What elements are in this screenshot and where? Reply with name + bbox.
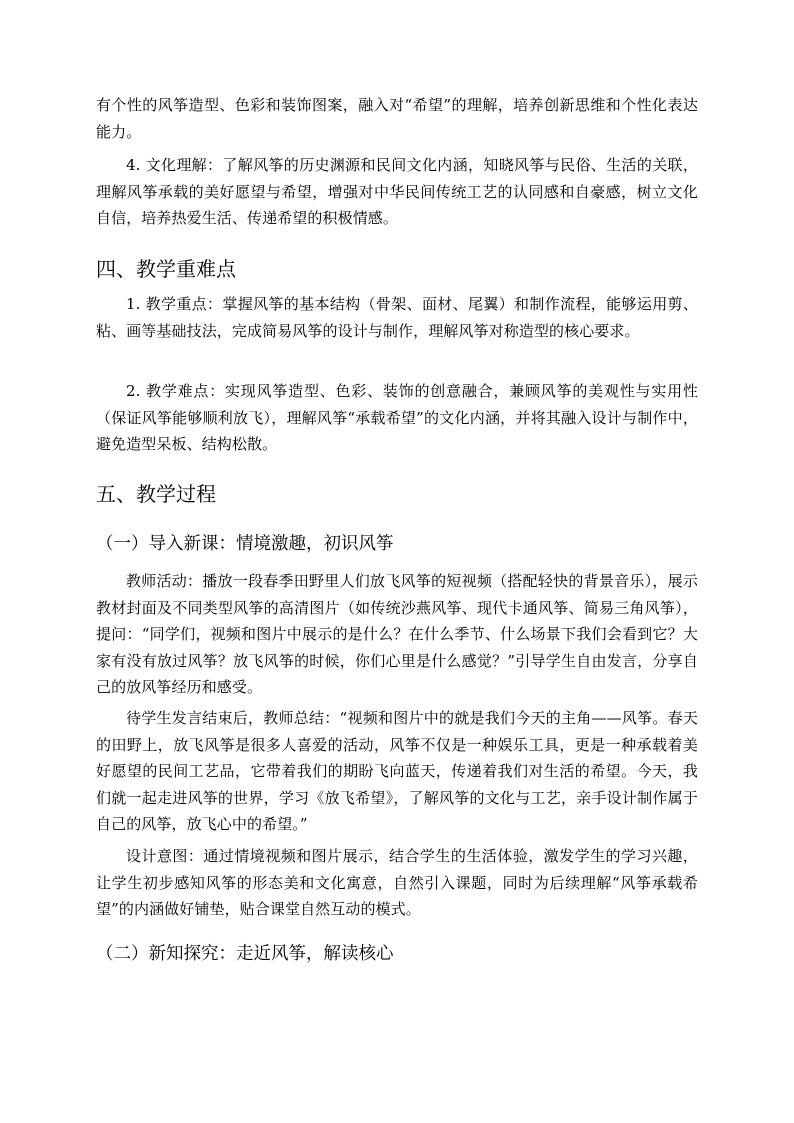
paragraph-teacher-summary: 待学生发言结束后，教师总结：“视频和图片中的就是我们今天的主角——风筝。春天的田野上，放飞风筝是很多人喜爱的活动，风筝不仅是一种娱乐工具，更是一种承载着美好愿望的民间工艺品，它带着我们的期盼飞向蓝天，传递着我们对生活的希望。今天，我们就一起走进风筝的世界，学习《放飞希望》，了解风筝的文化与工艺，亲手设计制作属于自己的风筝，放飞心中的希望。” bbox=[96, 709, 698, 833]
paragraph-culture-understanding: 4. 文化理解：了解风筝的历史渊源和民间文化内涵，知晓风筝与民俗、生活的关联，理解风筝承载的美好愿望与希望，增强对中华民间传统工艺的认同感和自豪感，树立文化自信，培养热爱生活、传递希望的积极情感。 bbox=[96, 156, 698, 227]
section-heading-key-difficult-points: 四、教学重难点 bbox=[96, 257, 236, 281]
section-heading-teaching-process: 五、教学过程 bbox=[96, 482, 216, 506]
subsection-heading-new-knowledge: （二）新知探究：走近风筝，解读核心 bbox=[96, 944, 394, 964]
paragraph-teacher-activity: 教师活动：播放一段春季田野里人们放飞风筝的短视频（搭配轻快的背景音乐），展示教材封面及不同类型风筝的高清图片（如传统沙燕风筝、现代卡通风筝、简易三角风筝），提问：“同学们，视频和图片中展示的是什么？在什么季节、什么场景下我们会看到它？大家有没有放过风筝？放飞风筝的时候，你们心里是什么感觉？”引导学生自由发言，分享自己的放风筝经历和感受。 bbox=[96, 572, 698, 696]
paragraph-continuation: 有个性的风筝造型、色彩和装饰图案，融入对“希望”的理解，培养创新思维和个性化表达能力。 bbox=[96, 96, 698, 141]
paragraph-teaching-difficult-point: 2. 教学难点：实现风筝造型、色彩、装饰的创意融合，兼顾风筝的美观性与实用性（保证风筝能够顺利放飞），理解风筝“承载希望”的文化内涵，并将其融入设计与制作中，避免造型呆板、结构松散。 bbox=[96, 382, 698, 453]
paragraph-teaching-key-point: 1. 教学重点：掌握风筝的基本结构（骨架、面材、尾翼）和制作流程，能够运用剪、粘、画等基础技法，完成简易风筝的设计与制作，理解风筝对称造型的核心要求。 bbox=[96, 295, 698, 340]
paragraph-design-intent: 设计意图：通过情境视频和图片展示，结合学生的生活体验，激发学生的学习兴趣，让学生初步感知风筝的形态美和文化寓意，自然引入课题，同时为后续理解“风筝承载希望”的内涵做好铺垫，贴合课堂自然互动的模式。 bbox=[96, 847, 698, 918]
subsection-heading-introduction: （一）导入新课：情境激趣，初识风筝 bbox=[96, 534, 394, 554]
